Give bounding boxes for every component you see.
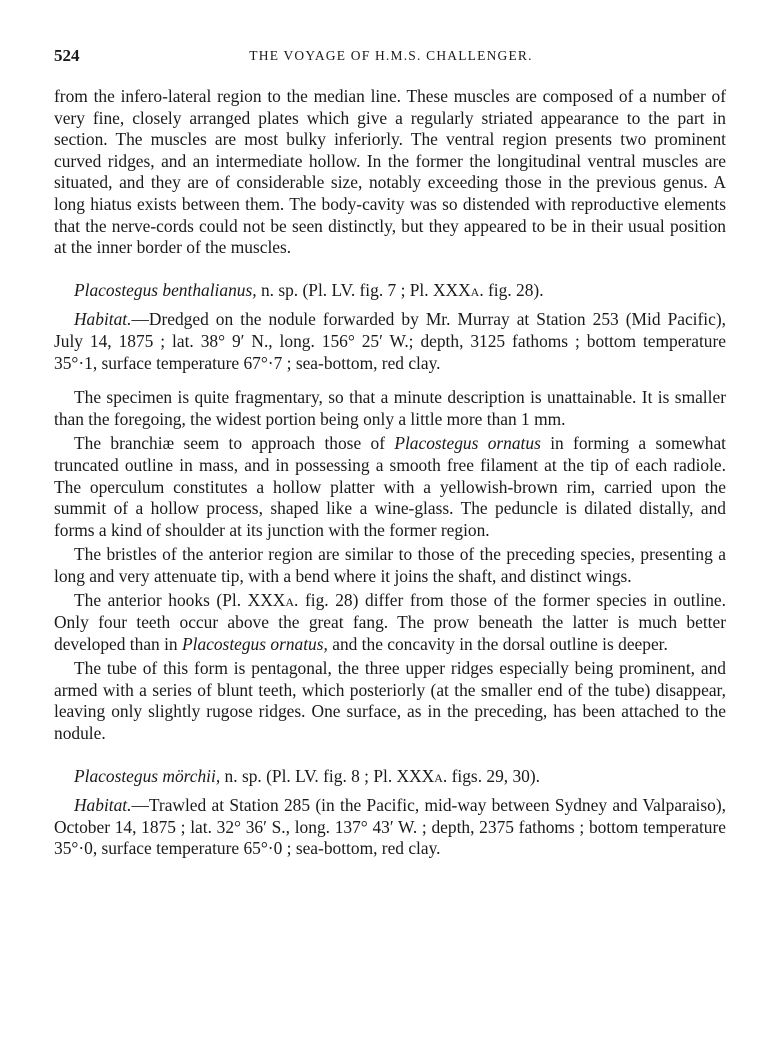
text-segment: . fig. 28) differ from those of the former species in outline. Only four teeth occur above the great fang. The prow beneath the latter is much better developed than in [54, 590, 727, 654]
species-ref: n. sp. (Pl. LV. fig. 8 ; Pl. XXX [220, 765, 435, 786]
habitat-benthalianus [54, 309, 726, 374]
running-title: THE VOYAGE OF H.M.S. CHALLENGER. [249, 48, 533, 63]
plate-suffix: a [434, 765, 443, 786]
species-ref-end: . figs. 29, 30). [442, 765, 541, 786]
body-text [54, 86, 726, 860]
plate-suffix: a [285, 590, 295, 611]
species-name: Placostegus mörchii, [74, 765, 221, 786]
text-segment: and the concavity in the dorsal outline is deeper. [327, 633, 668, 654]
habitat-label: Habitat. [74, 309, 132, 330]
species-italic: Placostegus ornatus, [181, 633, 328, 654]
habitat-label: Habitat. [74, 795, 132, 816]
plate-suffix: a [470, 279, 480, 300]
page-header [54, 46, 728, 68]
text-segment: in forming a somewhat truncated outline in mass, and in possessing a smooth free filament at the tip of each radiole. The operculum constitutes a hollow platter with a yellowish-brown rim, carried upon the summit of a hollow process, shaped like a wine-glass. The peduncle is dilated distally, and forms a kind of shoulder at its junction with the former region. [54, 433, 726, 540]
species-heading-morchii [54, 766, 726, 788]
paragraph-specimen: The specimen is quite fragmentary, so that a minute description is unattainable. It is smaller than the foregoing, the widest portion being only a little more than 1 mm. [54, 387, 726, 429]
species-heading-benthalianus [54, 280, 726, 302]
habitat-text: —Dredged on the nodule forwarded by Mr. Murray at Station 253 (Mid Pacific), July 14, 1875 ; lat. 38° 9′ N., long. 156° 25′ W.; depth, 3125 fathoms ; bottom temperature 35°·1, surface temperature 67°·7 ; sea-bottom, red clay. [54, 309, 726, 373]
text-segment: The branchiæ seem to approach those of [74, 433, 395, 454]
species-name: Placostegus benthalianus, [74, 279, 257, 300]
habitat-text: —Trawled at Station 285 (in the Pacific, mid-way between Sydney and Valparaiso), October 14, 1875 ; lat. 32° 36′ S., long. 137° 43′ W. ; depth, 2375 fathoms ; bottom temperature 35°·0, surface temperature 65°·0 ; sea-bottom, red clay. [54, 795, 726, 859]
paragraph-tube: The tube of this form is pentagonal, the three upper ridges especially being prominent, and armed with a series of blunt teeth, which posteriorly (at the smaller end of the tube) disappear, leaving only slightly rugose ridges. One surface, as in the preceding, has been attached to the nodule. [54, 658, 726, 744]
species-ref: n. sp. (Pl. LV. fig. 7 ; Pl. XXX [256, 279, 471, 300]
species-italic: Placostegus ornatus [394, 433, 541, 454]
paragraph-bristles: The bristles of the anterior region are similar to those of the preceding species, presenting a long and very attenuate tip, with a bend where it joins the shaft, and distinct wings. [54, 544, 726, 586]
text-segment: The anterior hooks (Pl. XXX [74, 590, 286, 611]
paragraph-muscles: from the infero-lateral region to the median line. These muscles are composed of a number of very fine, closely arranged plates which give a regularly striated appearance to the part in section. The muscles are most bulky inferiorly. The ventral region presents two prominent curved ridges, and an intermediate hollow. In the former the longitudinal ventral muscles are situated, and they are of considerable size, notably exceeding those in the previous genus. A long hiatus exists between them. The body-cavity was so distended with reproductive elements that the nerve-cords could not be seen distinctly, but they appeared to be in their usual position at the inner border of the muscles. [54, 86, 726, 258]
paragraph-hooks [54, 590, 726, 655]
species-ref-end: . fig. 28). [479, 279, 544, 300]
paragraph-branchiae [54, 433, 726, 541]
habitat-morchii [54, 795, 726, 860]
page-number: 524 [54, 46, 80, 65]
